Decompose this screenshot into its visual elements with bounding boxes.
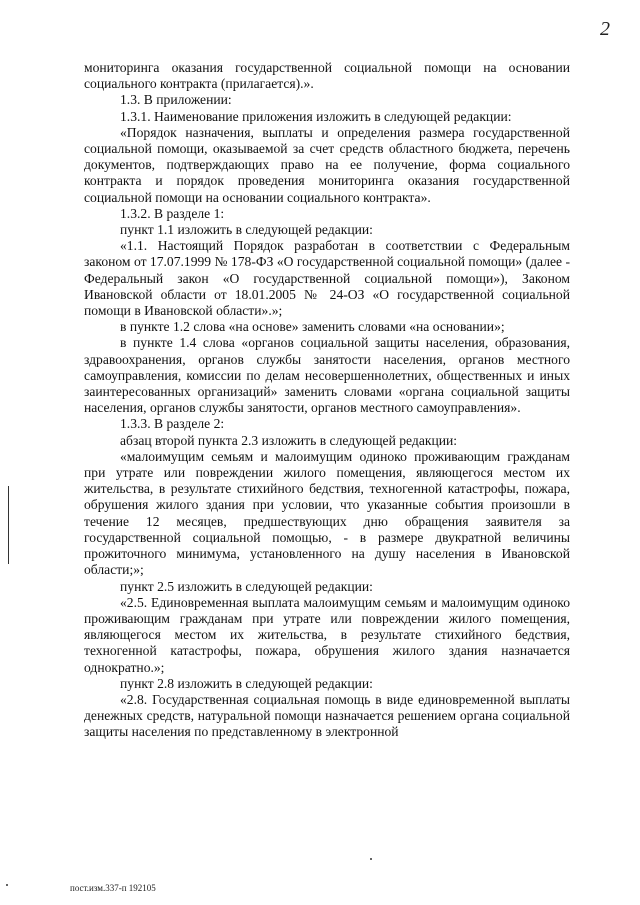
margin-mark — [8, 486, 9, 564]
paragraph: пункт 2.8 изложить в следующей редакции: — [120, 675, 373, 691]
scan-speck — [6, 884, 8, 886]
page-number: 2 — [600, 18, 610, 40]
paragraph: пункт 2.5 изложить в следующей редакции: — [120, 578, 373, 594]
paragraph: 1.3.2. В разделе 1: — [120, 205, 225, 221]
paragraph: 1.3. В приложении: — [120, 92, 232, 108]
paragraph: 1.3.3. В разделе 2: — [120, 416, 225, 432]
footer-doc-code: пост.изм.337-п 192105 — [70, 883, 156, 893]
paragraph: пункт 1.1 изложить в следующей редакции: — [120, 222, 373, 238]
paragraph: мониторинга оказания государственной социальной помощи на основании социального контракта (прилагается).». — [84, 60, 570, 92]
paragraph: в пункте 1.2 слова «на основе» заменить словами «на основании»; — [120, 319, 505, 335]
paragraph: «1.1. Настоящий Порядок разработан в соответствии с Федеральным законом от 17.07.1999 № 178-ФЗ «О государственной социальной помощи» (далее - Федеральный закон «О государственной социальной помощи»), Законом Ивановской области от 18.01.2005 № 24-ОЗ «О государственной социальной помощи в Ивановской области».»; — [84, 238, 570, 319]
paragraph: «Порядок назначения, выплаты и определения размера государственной социальной помощи, оказываемой за счет средств областного бюджета, перечень документов, подтверждающих право на ее получение, форма социального контракта и порядок проведения мониторинга оказания государственной социальной помощи на основании социального контракта». — [84, 124, 570, 205]
paragraph: 1.3.1. Наименование приложения изложить в следующей редакции: — [120, 108, 512, 124]
paragraph: абзац второй пункта 2.3 изложить в следующей редакции: — [120, 432, 458, 448]
paragraph: «малоимущим семьям и малоимущим одиноко проживающим гражданам при утрате или повреждении жилого помещения, являющегося местом их жительства, в результате стихийного бедствия, техногенной катастрофы, пожара, обрушения жилого здания при условии, что указанные события произошли в течение 12 месяцев, предшествующих дню обращения заявителя за государственной социальной помощью, - в размере двукратной величины прожиточного минимума, установленного на душу населения в Ивановской области;»; — [84, 448, 570, 578]
document-body — [84, 60, 570, 741]
scan-speck — [370, 858, 372, 860]
paragraph: «2.8. Государственная социальная помощь в виде единовременной выплаты денежных средств, натуральной помощи назначается решением органа социальной защиты населения по представленному в электронной — [84, 691, 570, 740]
paragraph: в пункте 1.4 слова «органов социальной защиты населения, образования, здравоохранения, органов службы занятости населения, органов местного самоуправления, комиссии по делам несовершеннолетних, общественных и иных заинтересованных организаций» заменить словами «органа социальной защиты населения, органов службы занятости, органов местного самоуправления». — [84, 335, 570, 416]
paragraph: «2.5. Единовременная выплата малоимущим семьям и малоимущим одиноко проживающим гражданам при утрате или повреждении жилого помещения, являющегося местом их жительства, в результате стихийного бедствия, техногенной катастрофы, пожара, обрушения жилого здания назначается однократно.»; — [84, 594, 570, 675]
